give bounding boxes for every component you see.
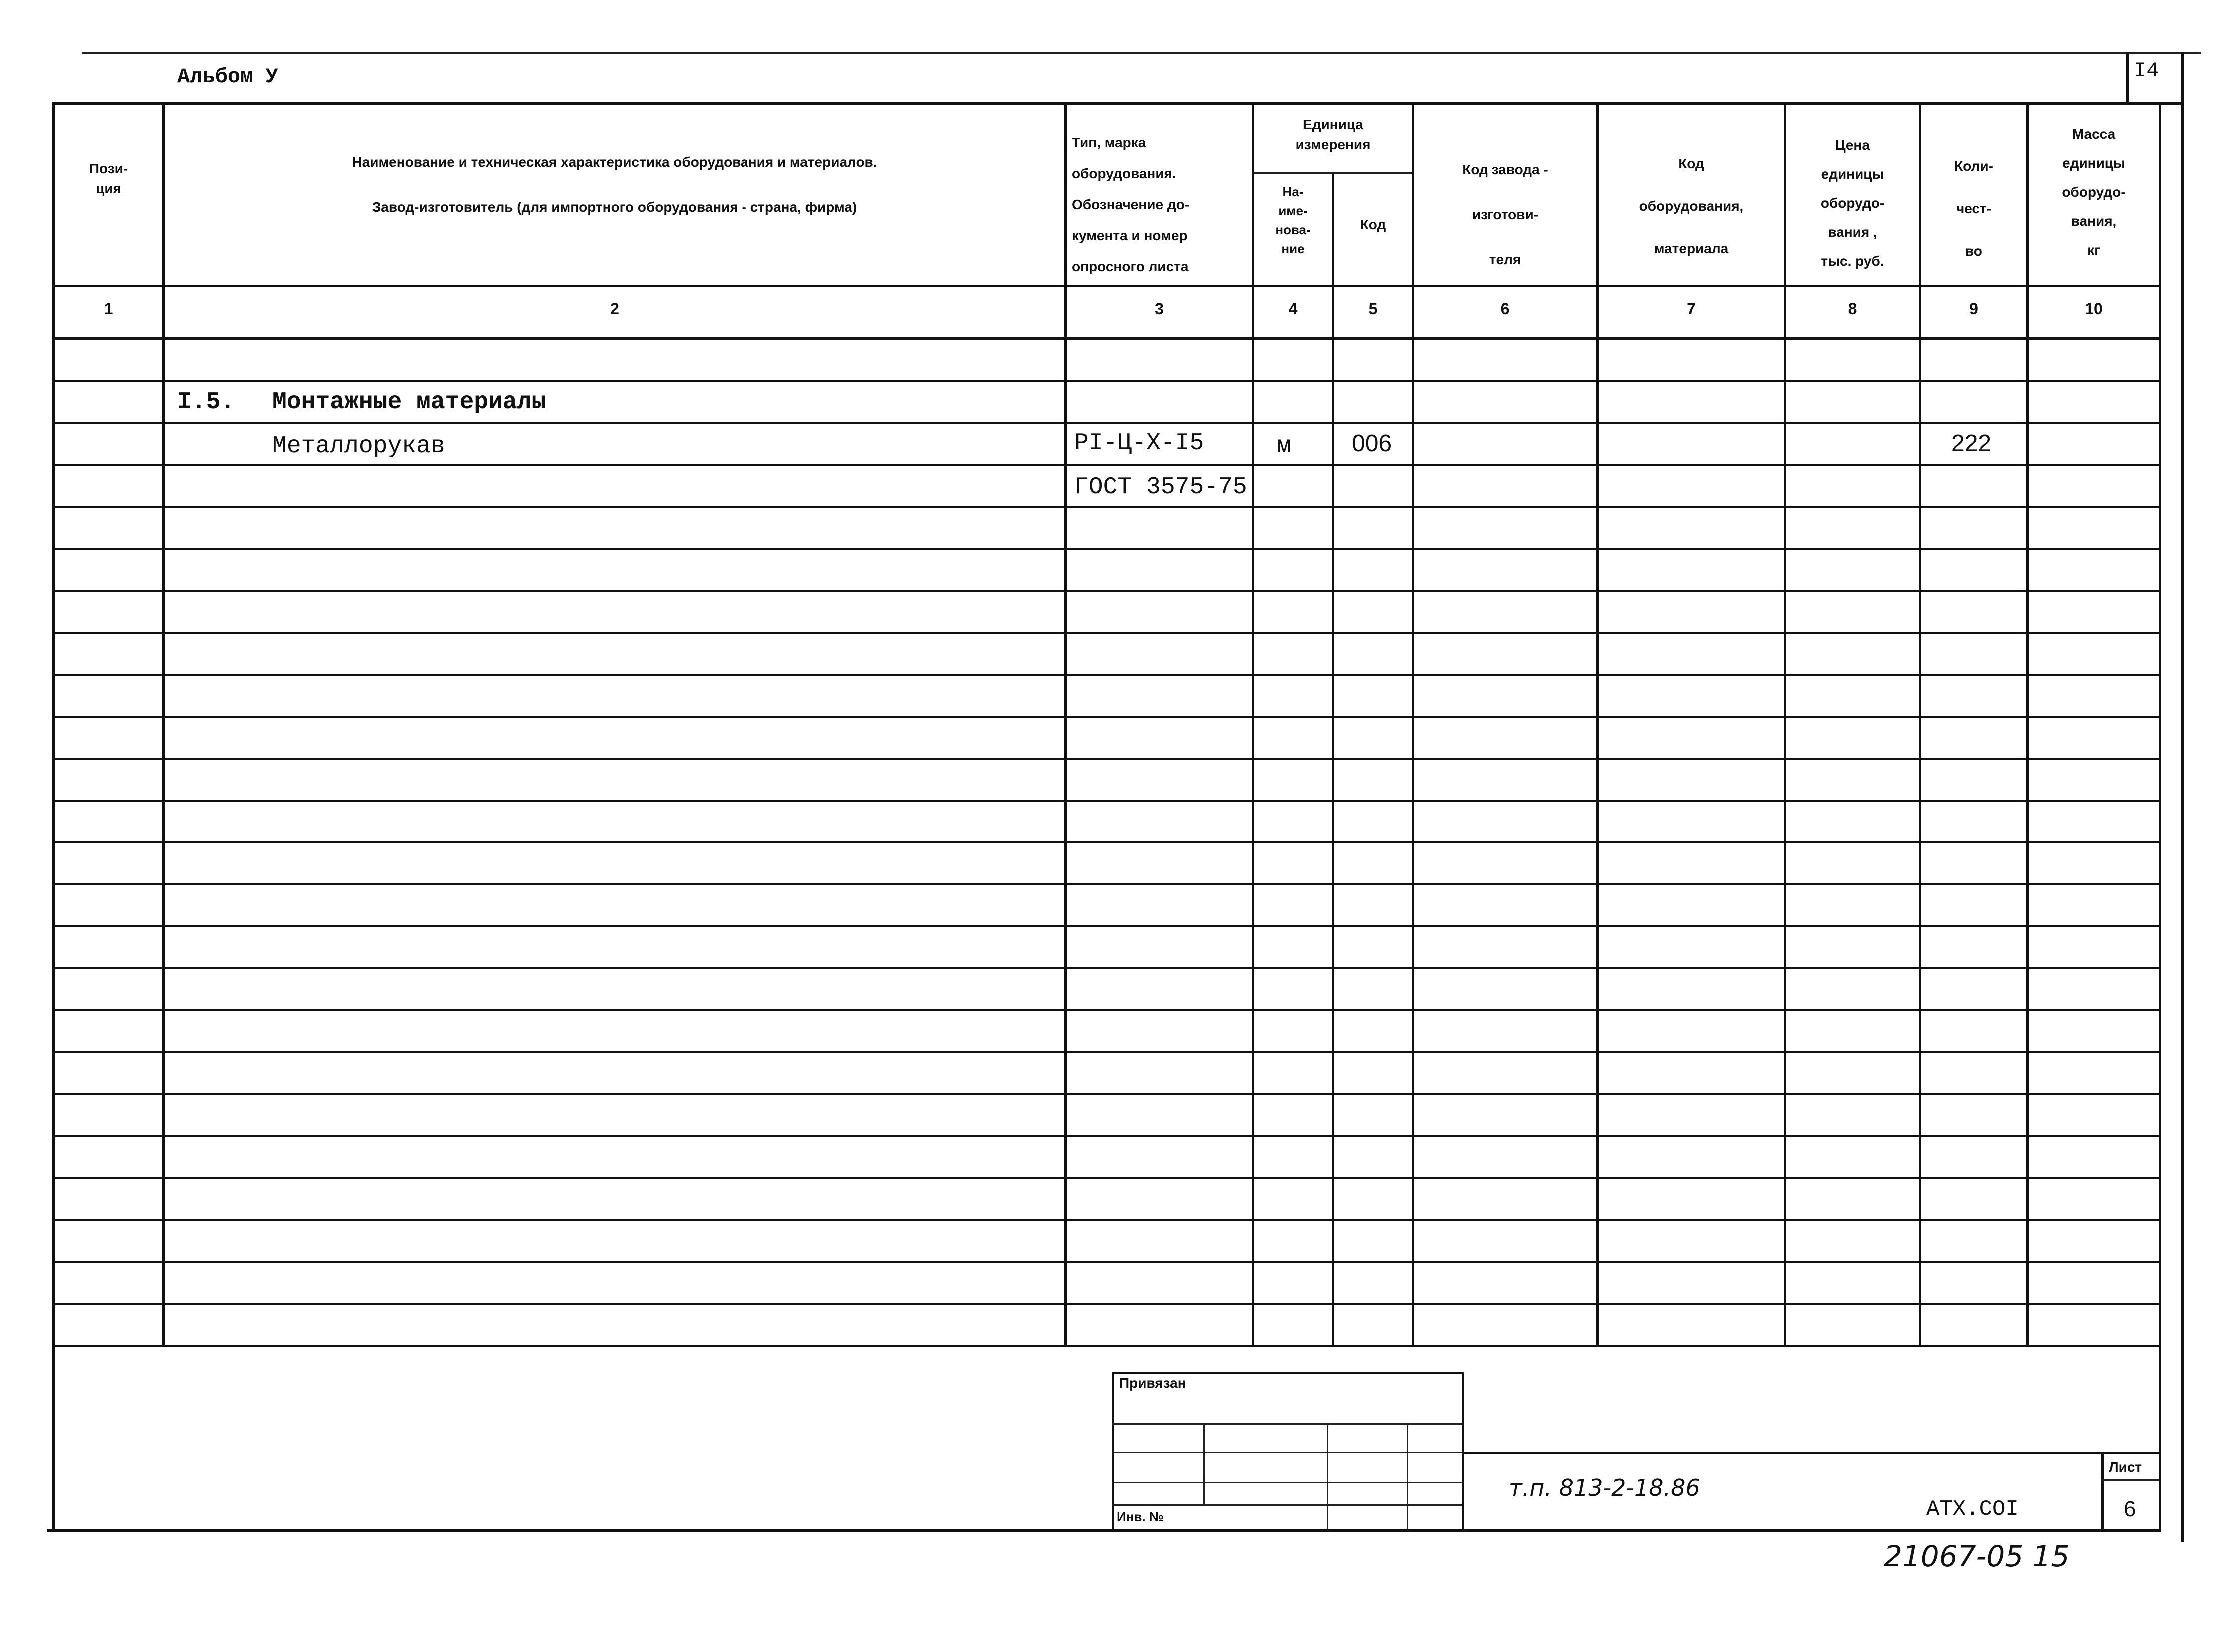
table-row-line [52,883,2159,885]
table-row-line [52,1135,2159,1137]
bottom-frame-line [47,1529,2161,1532]
table-row-line [52,1303,2159,1305]
colnum-4: 4 [1288,300,1298,318]
col-divider-2 [1064,102,1067,1347]
header-factory-code: Код завода - изготови- теля [1462,162,1548,267]
header-name-line1: Наименование и техническая характеристика оборудования и материалов. [352,154,877,170]
sheet-label: Лист [2109,1459,2142,1475]
header-type: Тип, марка оборудования. Обозначение до- кумента и номер опросного листа [1072,135,1190,274]
attached-label: Привязан [1119,1375,1186,1391]
stamp-line-2 [1112,1452,1462,1453]
stamp-line-1 [1112,1423,1462,1425]
table-row-line [52,1345,2159,1347]
colnum-1: 1 [104,300,113,318]
col-divider-4 [1332,172,1334,1347]
item-unit-code: 006 [1352,430,1392,457]
table-row-line [52,1093,2159,1095]
section-number: I.5. [177,389,235,416]
table-row-line [52,674,2159,676]
col-divider-5 [1412,102,1414,1347]
header-unit-code: Код [1360,217,1386,232]
stamp-col-3 [1407,1423,1408,1531]
table-row-line [52,758,2159,760]
item-name: Металлорукав [272,433,445,460]
table-right-border [2159,102,2161,1532]
sheet-number: 6 [2124,1497,2136,1521]
right-outer-border-top [2181,52,2184,102]
item-quantity: 222 [1951,430,1992,457]
outer-right-border [2181,102,2184,1542]
stamp-top-line [1112,1372,1464,1374]
stamp-line-3 [1112,1482,1462,1483]
table-top-border [52,102,2181,105]
header-equipment-code: Код оборудования, материала [1639,156,1744,256]
stamp-col-2 [1327,1423,1328,1531]
colnum-bottom-line [52,337,2159,340]
table-row-line [52,1051,2159,1053]
colnum-9: 9 [1969,300,1978,318]
table-row-line [52,967,2159,969]
header-price: Цена единицы оборудо- вания , тыс. руб. [1820,137,1885,269]
table-row-line [52,1177,2159,1179]
corner-number-divider [2126,52,2129,102]
table-row-line [52,548,2159,550]
item-type: PI-Ц-X-I5 [1074,430,1204,457]
colnum-7: 7 [1687,300,1696,318]
header-name-line2: Завод-изготовитель (для импортного оборудования - страна, фирма) [372,199,857,215]
stamp-line-4 [1112,1504,1462,1506]
col-divider-8 [1919,102,1921,1347]
sheet-code: АТХ.СОI [1926,1497,2019,1522]
table-row-line [52,506,2159,508]
header-unit-name: На- име- нова- ние [1275,184,1311,256]
header-bottom-line [52,285,2159,287]
colnum-8: 8 [1848,300,1857,318]
doc-number: т.п. 813-2-18.86 [1509,1474,1700,1501]
table-row-line [52,800,2159,802]
archive-number: 21067-05 15 [1884,1539,2070,1573]
album-label: Альбом У [177,65,278,89]
sheet-box-left [2101,1452,2104,1532]
col-divider-7 [1784,102,1786,1347]
header-position: Пози- ция [89,161,128,196]
table-row-line [52,1219,2159,1221]
table-row-line [52,464,2159,466]
header-quantity: Коли- чест- во [1954,158,1993,259]
col-divider-1 [162,102,165,1347]
colnum-6: 6 [1500,300,1510,318]
col-divider-6 [1596,102,1599,1347]
colnum-3: 3 [1155,300,1164,318]
unit-subheader-line [1252,172,1412,174]
table-row-line [52,1009,2159,1011]
table-row-line [52,1261,2159,1263]
colnum-2: 2 [610,300,619,318]
table-row-line [52,841,2159,843]
section-title: Монтажные материалы [272,389,546,416]
col-divider-9 [2026,102,2029,1347]
header-mass: Масса единицы оборудо- вания, кг [2062,126,2126,258]
table-row-line [52,590,2159,592]
inv-label: Инв. № [1117,1509,1164,1524]
sheet-box-divider [2101,1479,2159,1481]
table-row-line [52,925,2159,927]
item-standard: ГОСТ 3575-75 [1074,474,1247,501]
stamp-col-1 [1203,1423,1205,1506]
title-block-top-line [1462,1452,2161,1454]
table-row-line [52,380,2159,382]
colnum-5: 5 [1368,300,1378,318]
top-border-line [82,52,2201,54]
table-row-line [52,632,2159,634]
header-unit: Единица измерения [1295,117,1371,152]
col-divider-3 [1252,102,1254,1347]
table-row-line [52,716,2159,718]
colnum-10: 10 [2085,300,2103,318]
item-unit: м [1277,433,1291,460]
page-corner-number: I4 [2134,59,2159,83]
table-row-line [52,422,2159,424]
